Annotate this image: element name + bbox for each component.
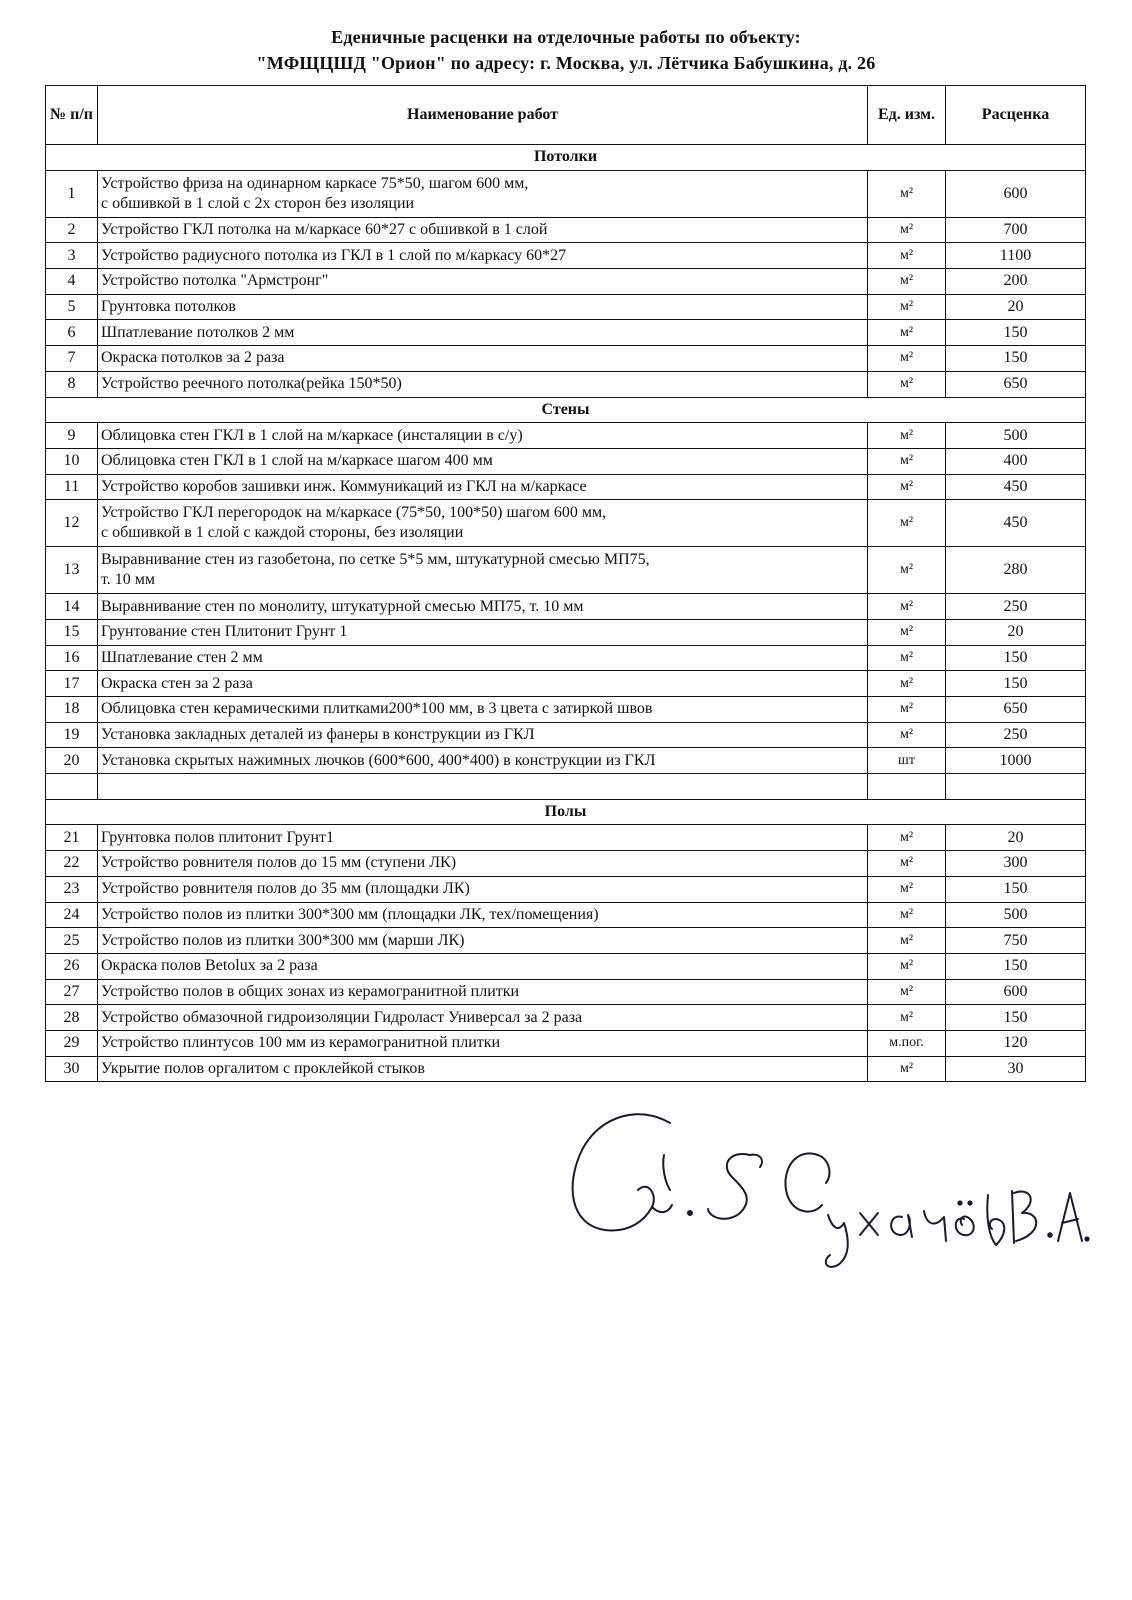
header-name: Наименование работ	[98, 86, 868, 145]
row-price: 300	[946, 851, 1086, 877]
row-unit: м²	[868, 423, 946, 449]
row-num: 1	[46, 170, 98, 217]
row-price: 20	[946, 825, 1086, 851]
row-price: 1100	[946, 243, 1086, 269]
table-row	[46, 902, 1086, 928]
row-price: 650	[946, 371, 1086, 397]
table-row	[46, 170, 1086, 217]
row-unit: м²	[868, 474, 946, 500]
row-name: Облицовка стен керамическими плитками200*100 мм, в 3 цвета с затиркой швов	[98, 697, 868, 723]
row-num: 24	[46, 902, 98, 928]
row-name: Облицовка стен ГКЛ в 1 слой на м/каркасе шагом 400 мм	[98, 448, 868, 474]
table-row	[46, 619, 1086, 645]
row-price: 450	[946, 500, 1086, 547]
row-num: 25	[46, 928, 98, 954]
row-unit: м²	[868, 594, 946, 620]
row-name: Устройство потолка "Армстронг"	[98, 269, 868, 295]
row-unit: м²	[868, 547, 946, 594]
row-price: 700	[946, 217, 1086, 243]
table-row	[46, 825, 1086, 851]
row-num: 18	[46, 697, 98, 723]
section-title-ceilings: Потолки	[46, 145, 1086, 171]
row-name: Окраска стен за 2 раза	[98, 671, 868, 697]
row-price: 1000	[946, 748, 1086, 774]
row-num: 12	[46, 500, 98, 547]
row-name: Укрытие полов оргалитом с проклейкой стыков	[98, 1056, 868, 1082]
row-num: 8	[46, 371, 98, 397]
handwritten-signature	[560, 1095, 1090, 1295]
table-row	[46, 851, 1086, 877]
row-name: Окраска полов Betolux за 2 раза	[98, 953, 868, 979]
row-num: 3	[46, 243, 98, 269]
row-name: Установка скрытых нажимных лючков (600*600, 400*400) в конструкции из ГКЛ	[98, 748, 868, 774]
row-num: 9	[46, 423, 98, 449]
row-num: 4	[46, 269, 98, 295]
row-name-line1: Устройство фриза на одинарном каркасе 75*50, шагом 600 мм,	[101, 174, 529, 192]
row-unit: м²	[868, 320, 946, 346]
row-price: 650	[946, 697, 1086, 723]
row-unit: м²	[868, 1056, 946, 1082]
header-price: Расценка	[946, 86, 1086, 145]
row-price: 150	[946, 876, 1086, 902]
row-unit: м²	[868, 876, 946, 902]
row-unit: м²	[868, 722, 946, 748]
row-price: 150	[946, 1005, 1086, 1031]
row-unit: м²	[868, 979, 946, 1005]
table-body	[46, 145, 1086, 1082]
row-num: 21	[46, 825, 98, 851]
row-name: Грунтовка потолков	[98, 294, 868, 320]
row-unit: м²	[868, 671, 946, 697]
row-name: Устройство полов из плитки 300*300 мм (площадки ЛК, тех/помещения)	[98, 902, 868, 928]
section-title-floors: Полы	[46, 799, 1086, 825]
table-row	[46, 243, 1086, 269]
row-num: 10	[46, 448, 98, 474]
table-row	[46, 423, 1086, 449]
row-num: 2	[46, 217, 98, 243]
row-unit: м²	[868, 645, 946, 671]
table-row	[46, 594, 1086, 620]
row-name: Шпатлевание стен 2 мм	[98, 645, 868, 671]
row-num: 17	[46, 671, 98, 697]
row-unit: м²	[868, 448, 946, 474]
row-price: 20	[946, 619, 1086, 645]
row-unit: м²	[868, 500, 946, 547]
table-row	[46, 979, 1086, 1005]
row-unit: м²	[868, 697, 946, 723]
row-price: 750	[946, 928, 1086, 954]
header-num: № п/п	[46, 86, 98, 145]
table-row	[46, 217, 1086, 243]
row-num: 27	[46, 979, 98, 1005]
row-unit: м²	[868, 269, 946, 295]
row-unit: м²	[868, 243, 946, 269]
row-name-line2: т. 10 мм	[101, 571, 156, 589]
row-price: 250	[946, 594, 1086, 620]
row-name: Устройство полов в общих зонах из керамогранитной плитки	[98, 979, 868, 1005]
row-name: Устройство коробов зашивки инж. Коммуникаций из ГКЛ на м/каркасе	[98, 474, 868, 500]
row-price: 120	[946, 1030, 1086, 1056]
row-num: 19	[46, 722, 98, 748]
row-unit: м²	[868, 217, 946, 243]
row-num: 23	[46, 876, 98, 902]
rates-table	[45, 85, 1086, 1082]
row-price: 500	[946, 902, 1086, 928]
row-price: 400	[946, 448, 1086, 474]
row-price: 600	[946, 170, 1086, 217]
row-num: 13	[46, 547, 98, 594]
table-row	[46, 474, 1086, 500]
row-num: 28	[46, 1005, 98, 1031]
row-name: Облицовка стен ГКЛ в 1 слой на м/каркасе (инсталяции в с/у)	[98, 423, 868, 449]
table-row	[46, 320, 1086, 346]
table-row	[46, 671, 1086, 697]
row-name-line1: Устройство ГКЛ перегородок на м/каркасе (75*50, 100*50) шагом 600 мм,	[101, 504, 607, 522]
row-name	[98, 170, 868, 217]
row-name: Устройство радиусного потолка из ГКЛ в 1 слой по м/каркасу 60*27	[98, 243, 868, 269]
row-unit: м²	[868, 825, 946, 851]
row-name: Устройство плинтусов 100 мм из керамогранитной плитки	[98, 1030, 868, 1056]
row-name: Устройство ровнителя полов до 35 мм (площадки ЛК)	[98, 876, 868, 902]
row-price: 600	[946, 979, 1086, 1005]
row-price: 450	[946, 474, 1086, 500]
row-unit: м.пог.	[868, 1030, 946, 1056]
row-name: Грунтовка полов плитонит Грунт1	[98, 825, 868, 851]
table-row	[46, 547, 1086, 594]
table-row	[46, 1005, 1086, 1031]
row-name: Устройство ГКЛ потолка на м/каркасе 60*27 с обшивкой в 1 слой	[98, 217, 868, 243]
table-row	[46, 448, 1086, 474]
table-row	[46, 953, 1086, 979]
row-num: 7	[46, 346, 98, 372]
row-unit: м²	[868, 170, 946, 217]
row-unit: м²	[868, 953, 946, 979]
table-row	[46, 346, 1086, 372]
header-unit: Ед. изм.	[868, 86, 946, 145]
row-name-line2: с обшивкой в 1 слой с каждой стороны, без изоляции	[101, 524, 464, 542]
row-price: 30	[946, 1056, 1086, 1082]
row-price: 150	[946, 346, 1086, 372]
table-row	[46, 876, 1086, 902]
row-unit: м²	[868, 902, 946, 928]
row-price: 500	[946, 423, 1086, 449]
empty-row	[46, 774, 1086, 800]
row-num: 15	[46, 619, 98, 645]
row-num: 29	[46, 1030, 98, 1056]
row-price: 250	[946, 722, 1086, 748]
row-name: Устройство ровнителя полов до 15 мм (ступени ЛК)	[98, 851, 868, 877]
table-header-row	[46, 86, 1086, 145]
table-row	[46, 697, 1086, 723]
row-price: 150	[946, 320, 1086, 346]
table-row	[46, 371, 1086, 397]
section-row-walls	[46, 397, 1086, 423]
row-price: 150	[946, 671, 1086, 697]
row-price: 200	[946, 269, 1086, 295]
row-unit: м²	[868, 371, 946, 397]
row-price: 150	[946, 645, 1086, 671]
row-name: Устройство реечного потолка(рейка 150*50)	[98, 371, 868, 397]
row-name: Устройство полов из плитки 300*300 мм (марши ЛК)	[98, 928, 868, 954]
row-unit: м²	[868, 294, 946, 320]
row-price: 150	[946, 953, 1086, 979]
table-row	[46, 294, 1086, 320]
row-unit: шт	[868, 748, 946, 774]
table-row	[46, 645, 1086, 671]
table-row	[46, 1056, 1086, 1082]
title-line-1: Еденичные расценки на отделочные работы по объекту:	[331, 27, 801, 47]
row-unit: м²	[868, 619, 946, 645]
row-unit: м²	[868, 851, 946, 877]
row-name: Выравнивание стен по монолиту, штукатурной смесью МП75, т. 10 мм	[98, 594, 868, 620]
title-line-2: "МФЩЦШД "Орион" по адресу: г. Москва, ул. Лётчика Бабушкина, д. 26	[256, 53, 876, 73]
row-name-line1: Выравнивание стен из газобетона, по сетке 5*5 мм, штукатурной смесью МП75,	[101, 551, 650, 569]
table-row	[46, 269, 1086, 295]
row-name: Грунтование стен Плитонит Грунт 1	[98, 619, 868, 645]
row-num: 20	[46, 748, 98, 774]
table-row	[46, 722, 1086, 748]
table-row	[46, 748, 1086, 774]
row-num: 11	[46, 474, 98, 500]
row-name: Окраска потолков за 2 раза	[98, 346, 868, 372]
row-name	[98, 500, 868, 547]
row-price: 20	[946, 294, 1086, 320]
section-row-floors	[46, 799, 1086, 825]
row-name: Устройство обмазочной гидроизоляции Гидроласт Универсал за 2 раза	[98, 1005, 868, 1031]
document-title	[0, 24, 1132, 76]
section-title-walls: Стены	[46, 397, 1086, 423]
row-name: Шпатлевание потолков 2 мм	[98, 320, 868, 346]
row-num: 14	[46, 594, 98, 620]
row-num: 22	[46, 851, 98, 877]
row-name: Установка закладных деталей из фанеры в конструкции из ГКЛ	[98, 722, 868, 748]
row-name	[98, 547, 868, 594]
row-num: 5	[46, 294, 98, 320]
table-row	[46, 928, 1086, 954]
row-unit: м²	[868, 1005, 946, 1031]
table-row	[46, 500, 1086, 547]
row-num: 26	[46, 953, 98, 979]
table-row	[46, 1030, 1086, 1056]
row-num: 30	[46, 1056, 98, 1082]
row-num: 6	[46, 320, 98, 346]
section-row-ceilings	[46, 145, 1086, 171]
row-unit: м²	[868, 346, 946, 372]
row-unit: м²	[868, 928, 946, 954]
row-price: 280	[946, 547, 1086, 594]
row-name-line2: с обшивкой в 1 слой с 2х сторон без изоляции	[101, 194, 415, 212]
row-num: 16	[46, 645, 98, 671]
